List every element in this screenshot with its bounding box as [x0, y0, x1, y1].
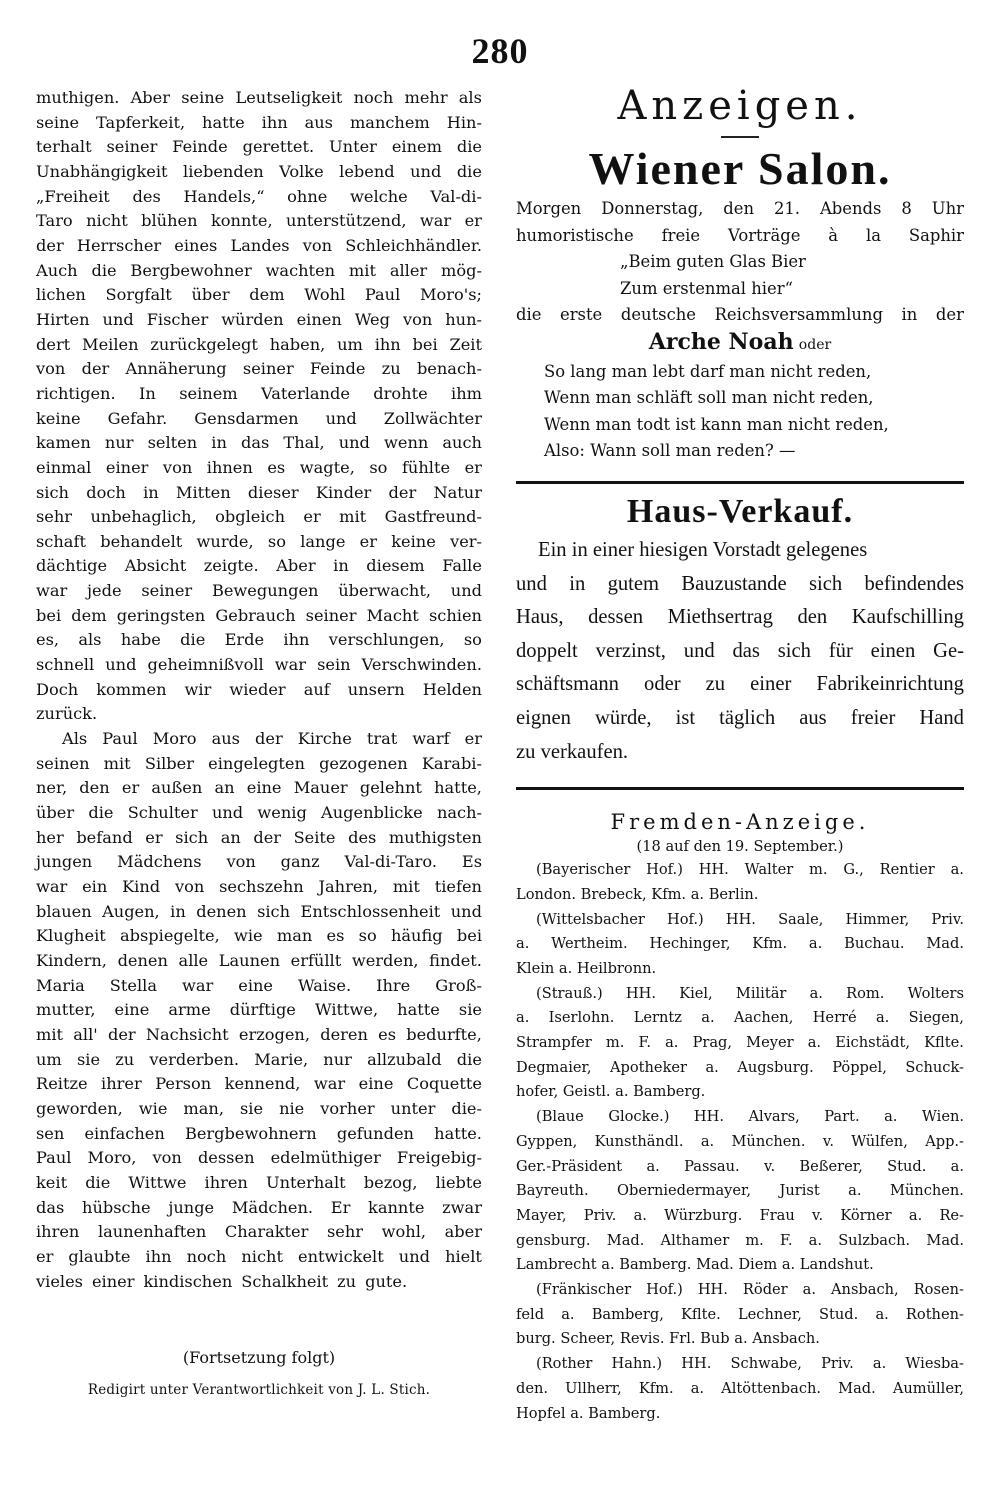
article-line: war jede seiner Bewegungen überwacht, und	[36, 581, 482, 601]
section-divider	[516, 481, 964, 484]
salon-line: Wenn man todt ist kann man nicht reden,	[544, 414, 889, 434]
article-line: lichen Sorgfalt über dem Wohl Paul Moro's;	[36, 285, 482, 305]
article-line: das hübsche junge Mädchen. Er kannte zwar	[36, 1197, 482, 1217]
article-line: Reitze ihrer Person kennend, war eine Coquette	[36, 1074, 482, 1094]
fremden-line: Bayreuth. Oberniedermayer, Jurist a. München.	[516, 1182, 964, 1200]
fremden-line: feld a. Bamberg, Kflte. Lechner, Stud. a. Rothen-	[516, 1305, 964, 1323]
salon-line: Zum erstenmal hier“	[620, 278, 793, 298]
haus-line: und in gutem Bauzustande sich befindendes	[516, 572, 964, 595]
article-line: geworden, wie man, sie nie vorher unter die-	[36, 1098, 482, 1118]
fremden-line: Hopfel a. Bamberg.	[516, 1404, 661, 1422]
article-line: her befand er sich an der Seite des muthigsten	[36, 827, 482, 847]
article-line: Taro nicht blühen konnte, unterstützend, war er	[36, 211, 482, 231]
article-line: schnell und geheimnißvoll war sein Verschwinden.	[36, 655, 482, 675]
article-line: einmal einer von ihnen es wagte, so fühlte er	[36, 457, 482, 477]
article-line: muthigen. Aber seine Leutseligkeit noch mehr als	[36, 88, 482, 107]
article-line: Paul Moro, von dessen edelmüthiger Freigebig-	[36, 1148, 482, 1168]
article-line: Auch die Bergbewohner wachten mit aller mög-	[36, 260, 482, 280]
article-line: von der Annäherung seiner Feinde zu benach-	[36, 359, 482, 379]
article-line: „Freiheit des Handels,“ ohne welche Val-di-	[36, 186, 482, 206]
salon-line: humoristische freie Vorträge à la Saphir	[516, 225, 964, 245]
fremden-line: (Fränkischer Hof.) HH. Röder a. Ansbach, Rosen-	[536, 1281, 964, 1299]
fremden-line: Mayer, Priv. a. Würzburg. Frau v. Körner a. Re-	[516, 1206, 964, 1224]
article-line: vieles einer kindischen Schalkheit zu gute.	[36, 1271, 408, 1291]
article-line: Hirten und Fischer würden einen Weg von hun-	[36, 309, 482, 329]
article-line: um sie zu verderben. Marie, nur allzubald die	[36, 1049, 482, 1069]
fremden-line: Lambrecht a. Bamberg. Mad. Diem a. Landshut.	[516, 1256, 874, 1274]
fremden-line: Degmaier, Apotheker a. Augsburg. Pöppel, Schuck-	[516, 1058, 964, 1076]
article-line: jungen Mädchens von ganz Val-di-Taro. Es	[36, 852, 482, 872]
fremden-line: Gyppen, Kunsthändl. a. München. v. Wülfen, App.-	[516, 1132, 964, 1150]
article-line: er glaubte ihn noch nicht entwickelt und hielt	[36, 1246, 482, 1266]
fremden-heading: Fremden-Anzeige.	[610, 810, 870, 835]
article-line: keit die Wittwe ihren Unterhalt bezog, liebte	[36, 1172, 482, 1192]
article-line: seine Tapferkeit, hatte ihn aus manchem Hin-	[36, 112, 482, 132]
fremden-line: gensburg. Mad. Althamer m. F. a. Sulzbach. Mad.	[516, 1231, 964, 1249]
article-line: bei dem geringsten Gebrauch seiner Macht schien	[36, 605, 482, 625]
article-line: ner, den er außen an eine Mauer gelehnt hatte,	[36, 778, 482, 798]
fremden-line: (Rother Hahn.) HH. Schwabe, Priv. a. Wiesba-	[536, 1355, 964, 1373]
fremden-line: (Bayerischer Hof.) HH. Walter m. G., Rentier a.	[536, 861, 964, 879]
article-line: mutter, eine arme dürftige Wittwe, hatte sie	[36, 1000, 482, 1020]
fremden-line: burg. Scheer, Revis. Frl. Bub a. Ansbach.	[516, 1330, 820, 1348]
article-line: richtigen. In seinem Vaterlande drohte ihm	[36, 383, 482, 403]
fremden-line: Strampfer m. F. a. Prag, Meyer a. Eichstädt, Kflte.	[516, 1034, 964, 1052]
article-line: Klugheit abspiegelte, wie man es so häufig bei	[36, 926, 482, 946]
salon-heading: Wiener Salon.	[588, 143, 892, 194]
fremden-line: (Strauß.) HH. Kiel, Militär a. Rom. Wolters	[536, 984, 964, 1002]
haus-heading: Haus-Verkauf.	[626, 492, 854, 530]
article-line: Maria Stella war eine Waise. Ihre Groß-	[36, 975, 482, 995]
haus-line: zu verkaufen.	[516, 740, 629, 763]
article-column	[36, 86, 482, 1294]
article-line: schaft behandelt wurde, so lange er keine ver-	[36, 531, 482, 551]
fremden-line: London. Brebeck, Kfm. a. Berlin.	[516, 885, 759, 903]
fremden-line: (Blaue Glocke.) HH. Alvars, Part. a. Wien.	[536, 1108, 964, 1126]
fremden-list	[516, 858, 964, 1426]
salon-line: Wenn man schläft soll man nicht reden,	[544, 388, 874, 408]
fremden-line: Ger.-Präsident a. Passau. v. Beßerer, Stud. a.	[516, 1157, 964, 1175]
article-line: Unabhängigkeit liebenden Volke lebend und die	[36, 161, 482, 181]
arche-noah-title: Arche Noah	[648, 328, 794, 355]
article-line: war ein Kind von sechszehn Jahren, mit tiefen	[36, 877, 482, 896]
fremden-line: (Wittelsbacher Hof.) HH. Saale, Himmer, Priv.	[536, 910, 964, 928]
haus-line: eignen würde, ist täglich aus freier Hand	[516, 706, 964, 729]
article-line: der Herrscher eines Landes von Schleichhändler.	[36, 235, 482, 255]
fremden-date: (18 auf den 19. September.)	[636, 838, 844, 856]
article-line: Als Paul Moro aus der Kirche trat warf er	[62, 729, 482, 749]
salon-ad	[516, 196, 964, 465]
article-line: Kindern, denen alle Launen erfüllt werden, findet.	[36, 950, 482, 970]
fremden-line: den. Ullherr, Kfm. a. Altöttenbach. Mad. Aumüller,	[516, 1379, 964, 1397]
haus-ad	[516, 534, 964, 769]
haus-line: Haus, dessen Miethsertrag den Kaufschilling	[516, 606, 964, 629]
salon-line: Also: Wann soll man reden? —	[544, 441, 796, 461]
fremden-line: a. Iserlohn. Lerntz a. Aachen, Herré a. Siegen,	[516, 1009, 964, 1027]
page-number: 280	[471, 31, 529, 71]
article-line: seinen mit Silber eingelegten gezogenen Karabi-	[36, 753, 482, 773]
salon-line: So lang man lebt darf man nicht reden,	[544, 361, 872, 381]
article-line: es, als habe die Erde ihn verschlungen, so	[36, 630, 482, 650]
ads-column	[516, 80, 964, 1426]
salon-line: die erste deutsche Reichsversammlung in der	[516, 305, 964, 325]
salon-oder: oder	[798, 336, 832, 353]
article-line: dert Meilen zurückgelegt haben, um ihn bei Zeit	[36, 334, 482, 354]
haus-line: Ein in einer hiesigen Vorstadt gelegenes	[538, 538, 868, 561]
fremden-line: a. Wertheim. Hechinger, Kfm. a. Buchau. Mad.	[516, 935, 964, 953]
haus-line: doppelt verzinst, und das sich für einen Ge-	[516, 639, 964, 662]
article-line: sen einfachen Bergbewohnern gefunden hatte.	[36, 1123, 482, 1143]
short-divider	[721, 136, 759, 138]
haus-line: schäftsmann oder zu einer Fabrikeinrichtung	[516, 673, 964, 696]
section-divider	[516, 787, 964, 790]
article-line: sehr unbehaglich, obgleich er mit Gastfreund-	[36, 507, 482, 527]
fremden-line: Klein a. Heilbronn.	[516, 959, 657, 977]
article-line: terhalt seiner Feinde gerettet. Unter einem die	[36, 137, 482, 157]
salon-line	[516, 329, 964, 359]
article-line: sich doch in Mitten dieser Kinder der Natur	[36, 482, 482, 502]
salon-line: Morgen Donnerstag, den 21. Abends 8 Uhr	[516, 199, 964, 218]
ads-heading: Anzeigen.	[617, 83, 863, 129]
article-line: über die Schulter und wenig Augenblicke nach-	[36, 803, 482, 823]
article-line: blauen Augen, in denen sich Entschlossenheit und	[36, 901, 482, 921]
salon-line: „Beim guten Glas Bier	[620, 252, 806, 272]
article-line: Doch kommen wir wieder auf unsern Helden	[36, 679, 482, 699]
article-line: keine Gefahr. Gensdarmen und Zollwächter	[36, 408, 482, 428]
article-line: mit all' der Nachsicht erzogen, deren es bedurfte,	[36, 1024, 482, 1044]
article-line: zurück.	[36, 704, 98, 724]
editor-credit: Redigirt unter Verantwortlichkeit von J. L. Stich.	[87, 1382, 431, 1398]
article-line: dächtige Absicht zeigte. Aber in diesem Falle	[36, 556, 482, 576]
article-line: kamen nur selten in das Thal, und wenn auch	[36, 433, 482, 453]
continued-note: (Fortsetzung folgt)	[182, 1348, 336, 1367]
fremden-line: hofer, Geistl. a. Bamberg.	[516, 1083, 706, 1101]
article-line: ihren launenhaften Charakter sehr wohl, aber	[36, 1222, 482, 1242]
